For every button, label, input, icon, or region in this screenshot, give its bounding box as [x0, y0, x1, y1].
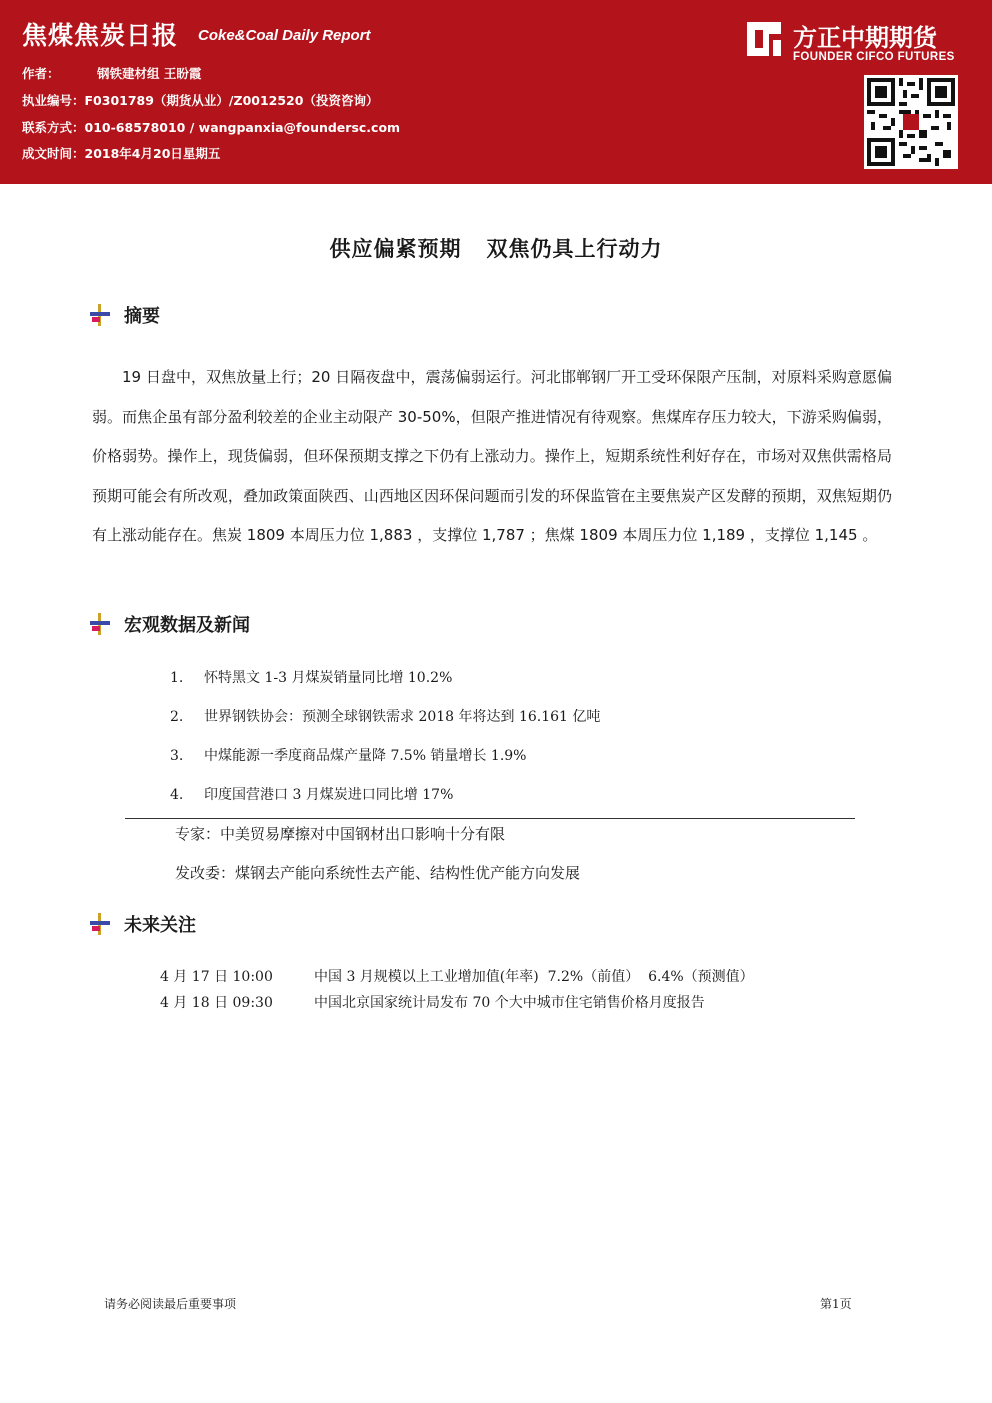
- list-item-text: 怀特黑文 1-3 月煤炭销量同比增 10.2%: [204, 670, 453, 686]
- section-bullet-icon: [90, 913, 110, 935]
- list-item-text: 世界钢铁协会：预测全球钢铁需求 2018 年将达到 16.161 亿吨: [204, 709, 601, 725]
- report-title-cn: 焦煤焦炭日报: [22, 21, 179, 50]
- contact-label: 联系方式：: [22, 120, 85, 135]
- header-divider: [0, 183, 992, 184]
- event-time: 4 月 17 日 10:00: [160, 969, 273, 985]
- author-label: 作者：: [22, 66, 60, 81]
- section-bullet-icon: [90, 304, 110, 326]
- abstract-text: 19 日盘中，双焦放量上行；20 日隔夜盘中，震荡偏弱运行。河北邯郸钢厂开工受环保限产压制，对原料采购意愿偏弱。而焦企虽有部分盈利较差的企业主动限产 30-50%，但限产推进情况有待观察。焦煤库存压力较大，下游采购偏弱，价格弱势。操作上，现货偏弱，但环保预期支撑之下仍有上涨动力。操作上，短期系统性利好存在，市场对双焦供需格局预期可能会有所改观，叠加政策面陕西、山西地区因环保问题而引发的环保监管在主要焦炭产区发酵的预期，双焦短期仍有上涨动能存在。焦炭 1809 本周压力位 1,883 ，支撑位 1,787 ；焦煤 1809 本周压力位 1,189 ，支撑位 1,145 。: [92, 368, 892, 544]
- company-name-cn: 方正中期期货: [793, 24, 937, 52]
- page-number: 第1页: [820, 1297, 852, 1311]
- list-item-number: 4.: [170, 787, 184, 803]
- list-item: [170, 745, 526, 765]
- news-divider: [125, 818, 855, 819]
- report-header: [0, 0, 992, 183]
- section-macro-heading: [90, 611, 250, 637]
- section-future-heading: [90, 911, 196, 937]
- list-item-text: 印度国营港口 3 月煤炭进口同比增 17%: [204, 787, 454, 803]
- report-title-en: Coke&Coal Daily Report: [198, 27, 371, 44]
- author-value: 钢铁建材组 王盼霞: [97, 66, 202, 81]
- list-item-number: 2.: [170, 709, 184, 725]
- news-line: 发改委：煤钢去产能向系统性去产能、结构性优产能方向发展: [175, 864, 581, 882]
- qr-code-icon: [864, 75, 958, 169]
- date-label: 成文时间：: [22, 146, 85, 161]
- section-future-title: 未来关注: [124, 915, 196, 936]
- list-item-number: 1.: [170, 670, 184, 686]
- list-item-text: 中煤能源一季度商品煤产量降 7.5% 销量增长 1.9%: [204, 748, 527, 764]
- event-time: 4 月 18 日 09:30: [160, 995, 273, 1011]
- page-title: 供应偏紧预期 双焦仍具上行动力: [329, 237, 663, 261]
- date-row: [22, 144, 220, 162]
- list-item: [170, 667, 452, 687]
- section-bullet-icon: [90, 613, 110, 635]
- contact-row: [22, 118, 400, 136]
- license-row: [22, 91, 378, 109]
- author-row: [22, 64, 201, 82]
- section-macro-title: 宏观数据及新闻: [124, 615, 250, 636]
- list-item: [170, 784, 453, 804]
- section-abstract-heading: [90, 302, 160, 328]
- list-item-number: 3.: [170, 748, 184, 764]
- license-value: F0301789（期货从业）/Z0012520（投资咨询）: [84, 93, 379, 108]
- contact-value: 010-68578010 / wangpanxia@foundersc.com: [84, 120, 401, 135]
- news-line: 专家：中美贸易摩擦对中国钢材出口影响十分有限: [175, 825, 506, 843]
- list-item: [170, 706, 600, 726]
- company-name-en: FOUNDER CIFCO FUTURES: [793, 51, 955, 63]
- section-abstract-title: 摘要: [124, 306, 160, 327]
- event-row: [160, 966, 754, 986]
- event-text: 中国北京国家统计局发布 70 个大中城市住宅销售价格月度报告: [314, 995, 705, 1011]
- event-row: [160, 992, 705, 1012]
- founder-logo-icon: [743, 18, 785, 60]
- date-value: 2018年4月20日星期五: [84, 146, 221, 161]
- license-label: 执业编号：: [22, 93, 85, 108]
- footer-notice: 请务必阅读最后重要事项: [104, 1297, 237, 1311]
- event-text: 中国 3 月规模以上工业增加值(年率) 7.2%（前值） 6.4%（预测值）: [314, 969, 754, 985]
